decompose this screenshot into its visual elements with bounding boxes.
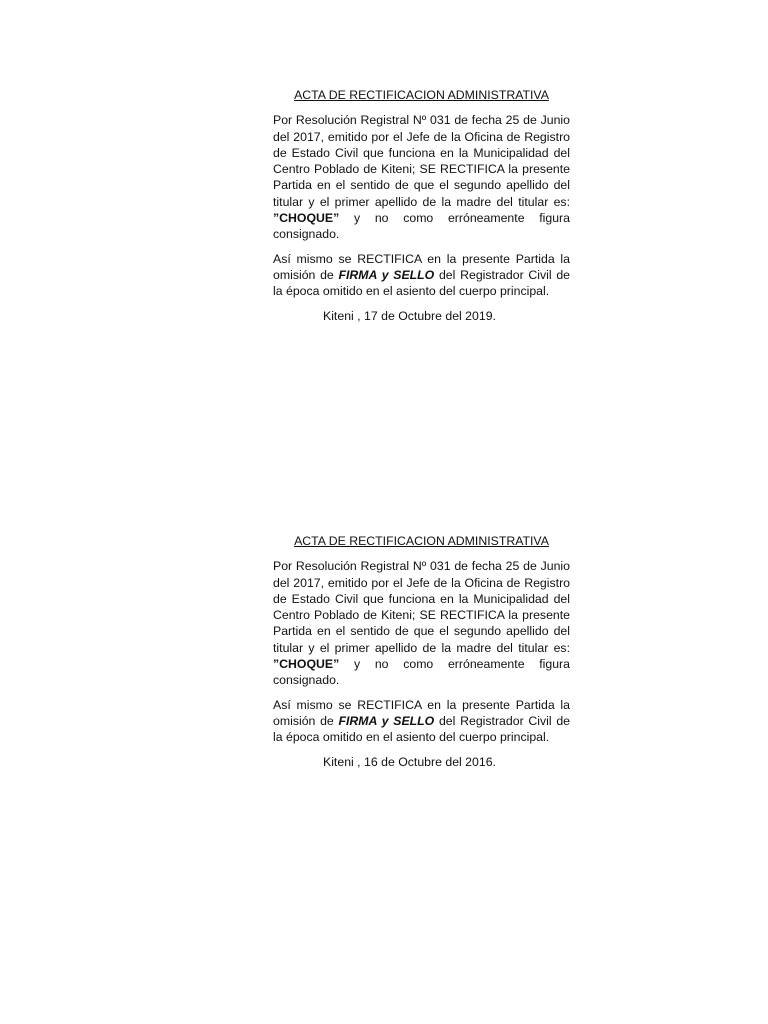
omission-text: Así mismo se RECTIFICA en la presente Partida la omisión de xyxy=(273,251,570,282)
firma-sello-highlight: FIRMA y SELLO xyxy=(338,267,435,282)
acta-title: ACTA DE RECTIFICACION ADMINISTRATIVA xyxy=(294,88,549,102)
resolution-text-end: y no como erróneamente figura consignado. xyxy=(273,211,570,242)
resolution-text-end: y no como erróneamente figura consignado. xyxy=(273,657,570,688)
omission-paragraph xyxy=(273,251,570,300)
place-date: Kiteni , 17 de Octubre del 2019. xyxy=(323,308,496,323)
acta-block-2 xyxy=(273,533,570,770)
acta-block-1 xyxy=(273,87,570,324)
place-date: Kiteni , 16 de Octubre del 2016. xyxy=(323,754,496,769)
resolution-text: Por Resolución Registral Nº 031 de fecha 25 de Junio del 2017, emitido por el Jefe de la Oficina de Registro de Estado Civil que funciona en la Municipalidad del Centro Poblado de Kiteni; SE RECTIFICA la presente Partida en el sentido de que el segundo apellido del titular y el primer apellido de la madre del titular es: xyxy=(273,113,570,209)
omission-paragraph xyxy=(273,697,570,746)
resolution-text: Por Resolución Registral Nº 031 de fecha 25 de Junio del 2017, emitido por el Jefe de la Oficina de Registro de Estado Civil que funciona en la Municipalidad del Centro Poblado de Kiteni; SE RECTIFICA la presente Partida en el sentido de que el segundo apellido del titular y el primer apellido de la madre del titular es: xyxy=(273,559,570,655)
omission-text-end: del Registrador Civil de la época omitido en el asiento del cuerpo principal. xyxy=(273,713,571,745)
omission-text: Así mismo se RECTIFICA en la presente Partida la omisión de xyxy=(273,697,570,728)
surname-highlight: ”CHOQUE” xyxy=(273,657,340,672)
resolution-paragraph xyxy=(273,558,570,688)
surname-highlight: ”CHOQUE” xyxy=(273,211,340,226)
firma-sello-highlight: FIRMA y SELLO xyxy=(338,713,435,728)
acta-title: ACTA DE RECTIFICACION ADMINISTRATIVA xyxy=(294,534,549,548)
resolution-paragraph xyxy=(273,112,570,242)
omission-text-end: del Registrador Civil de la época omitido en el asiento del cuerpo principal. xyxy=(273,267,571,299)
